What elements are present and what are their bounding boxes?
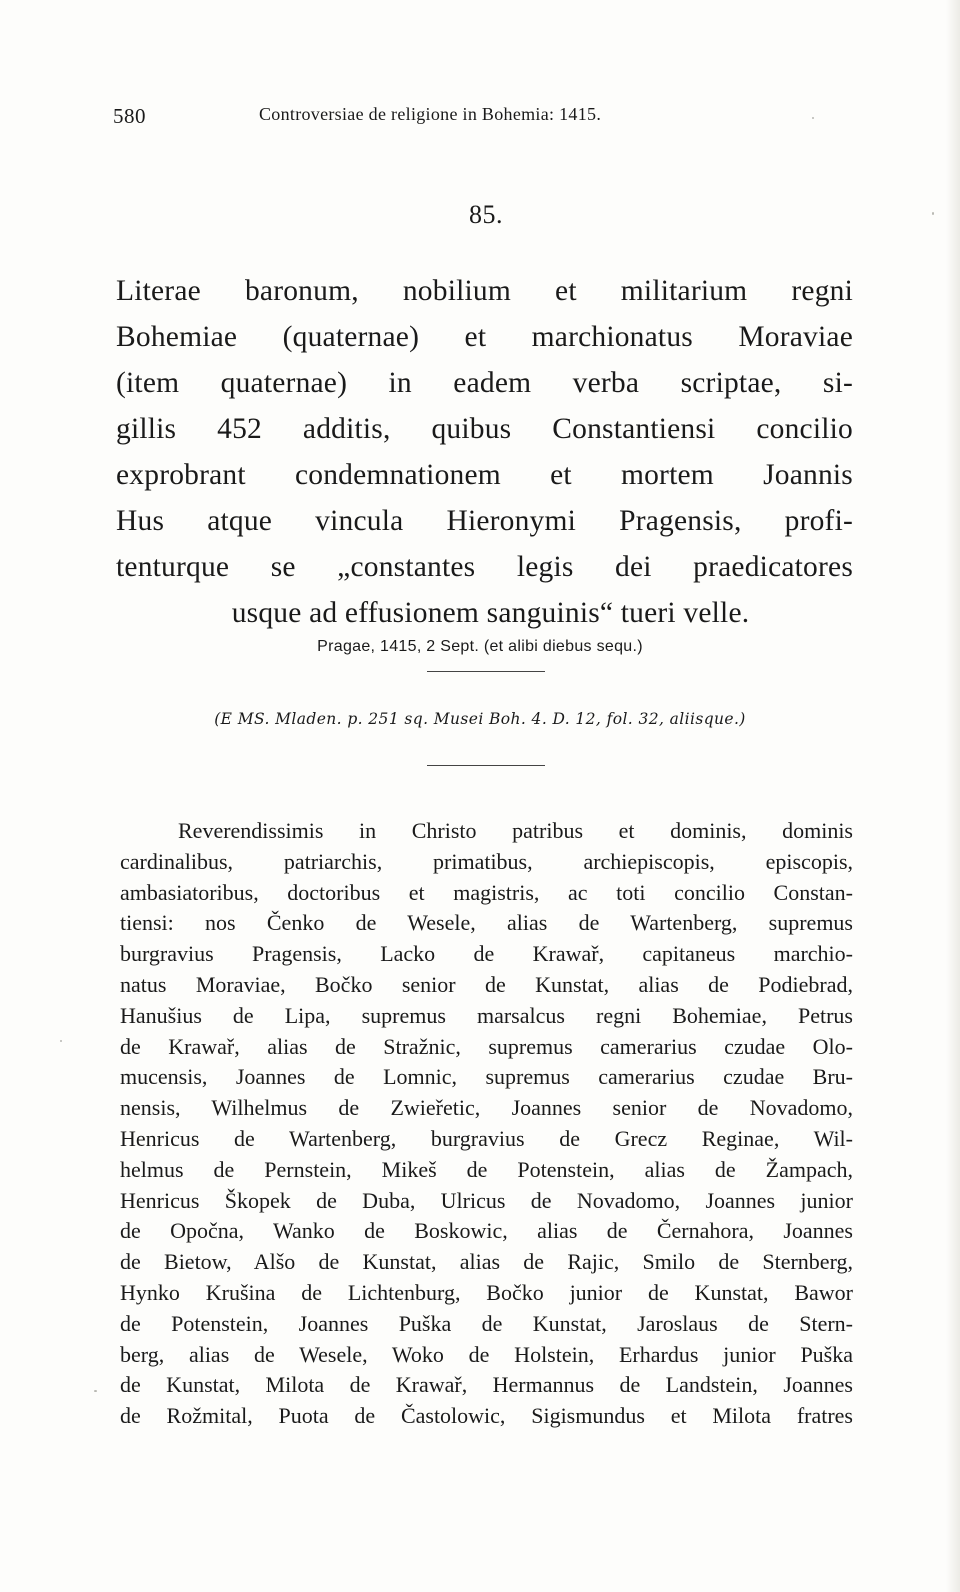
body-line: Henricus de Wartenberg, burgravius de Grecz Reginae, Wil- [120, 1125, 853, 1151]
body-line: berg, alias de Wesele, Woko de Holstein, Erhardus junior Puška [120, 1341, 853, 1367]
paper-speck [812, 117, 814, 119]
dateline: Pragae, 1415, 2 Sept. (et alibi diebus sequ.) [317, 638, 643, 655]
summary-line: exprobrant condemnationem et mortem Joannis [116, 459, 853, 491]
body-line: Hanušius de Lipa, supremus marsalcus regni Bohemiae, Petrus [120, 1002, 853, 1028]
page-edge-shadow [946, 0, 960, 1592]
summary-line: Literae baronum, nobilium et militarium regni [116, 275, 853, 307]
running-title: Controversiae de religione in Bohemia: 1415. [259, 104, 602, 124]
document-number [0, 200, 960, 230]
body-line: nensis, Wilhelmus de Zwieřetic, Joannes senior de Novadomo, [120, 1095, 853, 1121]
body-line: Henricus Škopek de Duba, Ulricus de Novadomo, Joannes junior [120, 1187, 853, 1213]
paper-speck [94, 1390, 97, 1392]
divider-rule [427, 765, 545, 766]
running-head [113, 104, 853, 134]
page-number: 580 [113, 104, 146, 128]
document-summary [116, 268, 853, 636]
body-line: ambasiatoribus, doctoribus et magistris, ac toti concilio Constan- [120, 879, 853, 905]
summary-line: Bohemiae (quaternae) et marchionatus Moraviae [116, 321, 853, 353]
paper-speck [60, 1040, 62, 1042]
body-line: mucensis, Joannes de Lomnic, supremus camerarius czudae Bru- [120, 1064, 853, 1090]
body-line: Reverendissimis in Christo patribus et dominis, dominis [178, 818, 853, 843]
body-line: Hynko Krušina de Lichtenburg, Bočko junior de Kunstat, Bawor [120, 1279, 853, 1305]
summary-line: Hus atque vincula Hieronymi Pragensis, profi- [116, 505, 853, 537]
body-line: burgravius Pragensis, Lacko de Krawař, capitaneus marchio- [120, 941, 853, 967]
summary-line: usque ad effusionem sanguinis“ tueri velle. [231, 597, 750, 629]
body-line: helmus de Pernstein, Mikeš de Potenstein, alias de Žampach, [120, 1156, 853, 1182]
body-line: de Bietow, Alšo de Kunstat, alias de Rajic, Smilo de Sternberg, [120, 1249, 853, 1275]
summary-line: (item quaternae) in eadem verba scriptae, si- [116, 367, 853, 399]
body-line: tiensi: nos Čenko de Wesele, alias de Wartenberg, supremus [120, 910, 853, 936]
summary-line: gillis 452 additis, quibus Constantiensi concilio [116, 413, 853, 445]
document-number-text: 85. [469, 200, 503, 229]
body-line: de Potenstein, Joannes Puška de Kunstat, Jaroslaus de Stern- [120, 1310, 853, 1336]
body-line: de Krawař, alias de Stražnic, supremus camerarius czudae Olo- [120, 1033, 853, 1059]
body-line: de Opočna, Wanko de Boskowic, alias de Černahora, Joannes [120, 1218, 853, 1244]
letter-body [120, 816, 853, 1432]
source-citation: (E MS. Mladen. p. 251 sq. Musei Boh. 4. D. 12, fol. 32, aliisque.) [214, 710, 746, 728]
body-line: natus Moraviae, Bočko senior de Kunstat, alias de Podiebrad, [120, 971, 853, 997]
body-line: cardinalibus, patriarchis, primatibus, archiepiscopis, episcopis, [120, 848, 853, 874]
body-line: de Rožmital, Puota de Častolowic, Sigismundus et Milota fratres [120, 1403, 853, 1429]
summary-line: tenturque se „constantes legis dei praedicatores [116, 551, 853, 583]
body-line: de Kunstat, Milota de Krawař, Hermannus de Landstein, Joannes [120, 1372, 853, 1398]
divider-rule [427, 671, 545, 672]
paper-speck [932, 212, 934, 215]
